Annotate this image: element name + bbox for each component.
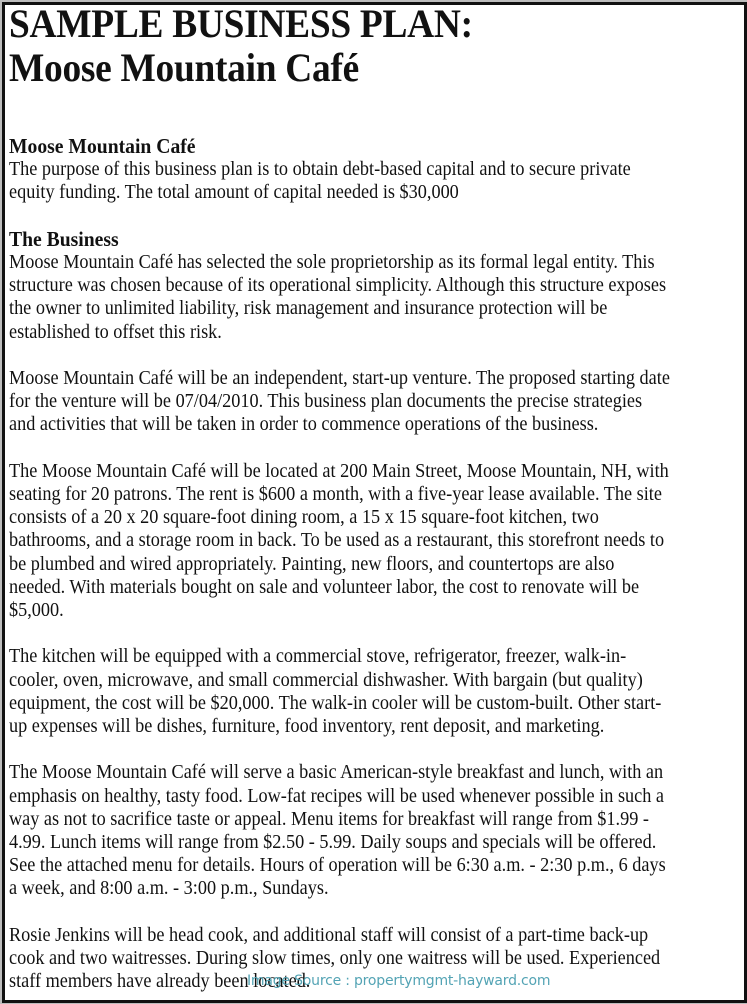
text-line: a week, and 8:00 a.m. - 3:00 p.m., Sundays. xyxy=(9,878,329,900)
text-line: equipment, the cost will be $20,000. The walk-in cooler will be custom-built. Other start- xyxy=(9,692,662,714)
title-line-1: SAMPLE BUSINESS PLAN: xyxy=(9,2,473,46)
paragraph-venture xyxy=(9,367,720,437)
text-line: established to offset this risk. xyxy=(9,321,222,343)
paragraph-kitchen xyxy=(9,645,720,738)
text-line: consists of a 20 x 20 square-foot dining room, a 15 x 15 square-foot kitchen, two xyxy=(9,507,599,529)
paragraph-location xyxy=(9,460,720,622)
title-spacer xyxy=(9,90,720,135)
text-line: Moose Mountain Café will be an independent, start-up venture. The proposed starting date xyxy=(9,368,670,389)
document-content xyxy=(9,2,720,1003)
text-line: structure was chosen because of its operational simplicity. Although this structure exposes xyxy=(9,275,667,297)
text-line: $5,000. xyxy=(9,600,64,622)
paragraph-legal-entity xyxy=(9,251,720,344)
text-line: way as not to sacrifice taste or appeal. Menu items for breakfast will range from $1.99 - xyxy=(9,808,649,830)
text-line: and activities that will be taken in order to commence operations of the business. xyxy=(9,414,599,436)
text-line: Moose Mountain Café has selected the sole proprietorship as its formal legal entity. This xyxy=(9,252,655,273)
section-heading-overview: Moose Mountain Café xyxy=(9,134,196,158)
text-line: See the attached menu for details. Hours of operation will be 6:30 a.m. - 2:30 p.m., 6 days xyxy=(9,855,666,877)
text-line: bathrooms, and a storage room in back. To be used as a restaurant, this storefront needs to xyxy=(9,530,665,552)
text-line: The Moose Mountain Café will be located at 200 Main Street, Moose Mountain, NH, with xyxy=(9,460,669,482)
text-line: The kitchen will be equipped with a commercial stove, refrigerator, freezer, walk-in- xyxy=(9,646,627,668)
image-source-watermark: Image Source : propertymgmt-hayward.com xyxy=(247,973,551,989)
text-line: emphasis on healthy, tasty food. Low-fat recipes will be used whenever possible in such a xyxy=(9,785,665,807)
title-line-2: Moose Mountain Café xyxy=(9,45,359,90)
text-line: needed. With materials bought on sale and volunteer labor, the cost to renovate will be xyxy=(9,576,640,598)
text-line: The purpose of this business plan is to obtain debt-based capital and to secure private xyxy=(9,159,631,181)
text-line: for the venture will be 07/04/2010. This business plan documents the precise strategies xyxy=(9,391,643,413)
text-line: staff members have already been located. xyxy=(9,971,311,993)
text-line: seating for 20 patrons. The rent is $600 a month, with a five-year lease available. The site xyxy=(9,484,662,505)
text-line: The Moose Mountain Café will serve a basic American-style breakfast and lunch, with an xyxy=(9,762,664,784)
text-line: the owner to unlimited liability, risk management and insurance protection will be xyxy=(9,298,608,320)
document-page xyxy=(2,2,747,1003)
document-title xyxy=(9,2,720,90)
text-line: be plumbed and wired appropriately. Painting, new floors, and countertops are also xyxy=(9,553,615,575)
text-line: equity funding. The total amount of capital needed is $30,000 xyxy=(9,182,459,204)
text-line: up expenses will be dishes, furniture, food inventory, rent deposit, and marketing. xyxy=(9,716,605,738)
text-line: cook and two waitresses. During slow times, only one waitress will be used. Experienced xyxy=(9,948,661,970)
paragraph-menu xyxy=(9,761,720,900)
paragraph-purpose xyxy=(9,158,720,204)
text-line: cooler, oven, microwave, and small commercial dishwasher. With bargain (but quality) xyxy=(9,669,643,691)
text-line: 4.99. Lunch items will range from $2.50 - 5.99. Daily soups and specials will be offered. xyxy=(9,832,657,854)
section-heading-the-business: The Business xyxy=(9,226,119,251)
text-line: Rosie Jenkins will be head cook, and additional staff will consist of a part-time back-up xyxy=(9,924,649,946)
